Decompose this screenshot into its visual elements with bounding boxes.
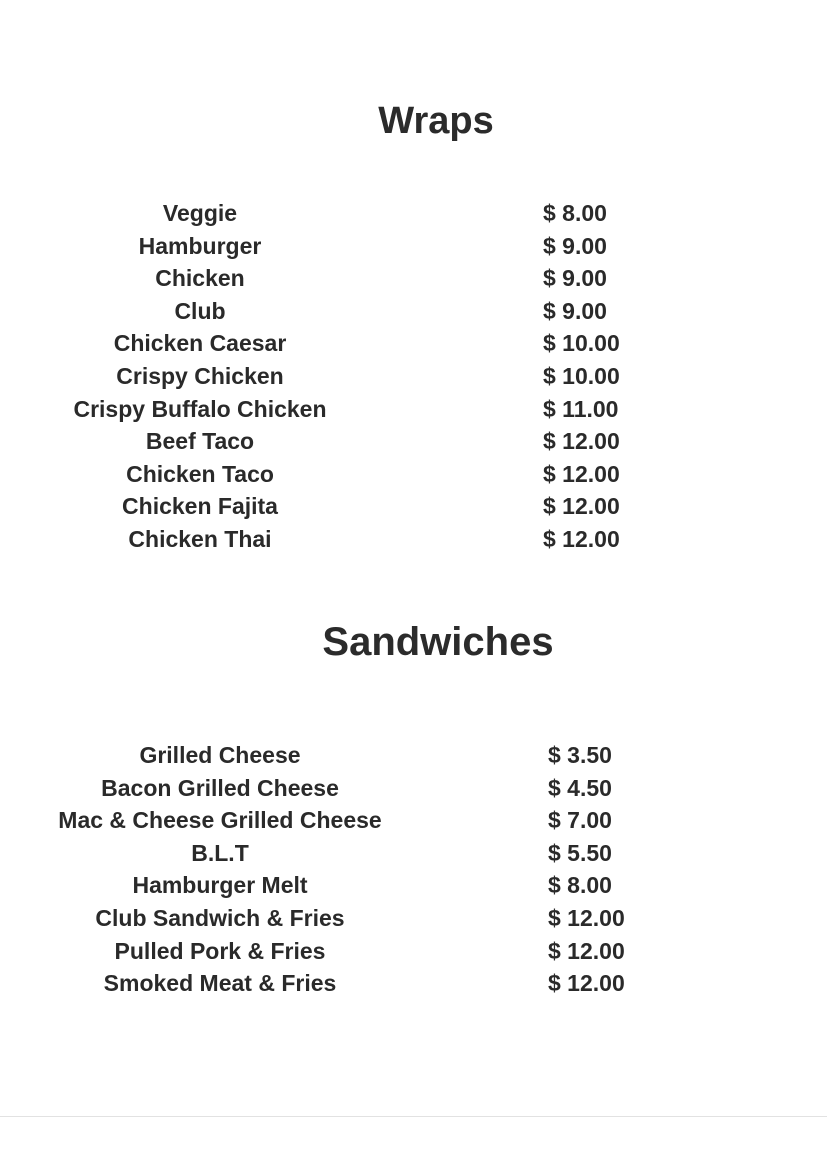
menu-item [0,739,827,772]
item-price: $ 5.50 [548,839,612,866]
item-name: Grilled Cheese [139,742,301,768]
menu-item [0,902,827,935]
menu-item [0,837,827,870]
item-price: $ 12.00 [548,904,625,931]
item-price: $ 8.00 [543,200,607,226]
menu-item [0,230,827,263]
item-price: $ 10.00 [543,330,620,357]
item-name: Chicken Caesar [113,330,287,357]
wraps-menu-list [0,197,827,556]
menu-item [0,935,827,968]
item-name: Mac & Cheese Grilled Cheese [58,807,382,834]
item-name: Smoked Meat & Fries [103,970,337,997]
item-price: $ 12.00 [543,493,620,520]
item-name: Club Sandwich & Fries [95,904,345,931]
item-name: Chicken Thai [128,525,272,552]
item-name: Beef Taco [145,428,255,455]
menu-item [0,523,827,556]
menu-item [0,967,827,1000]
menu-item [0,869,827,902]
menu-item [0,360,827,393]
item-price: $ 10.00 [543,362,620,389]
item-price: $ 12.00 [548,937,625,964]
page-divider [0,1116,827,1117]
menu-item [0,393,827,426]
item-price: $ 3.50 [548,742,612,768]
menu-item [0,458,827,491]
item-name: Crispy Chicken [116,362,284,389]
item-price: $ 4.50 [548,774,612,801]
item-name: Hamburger [138,232,262,259]
item-price: $ 11.00 [543,395,619,422]
menu-item [0,327,827,360]
item-name: Hamburger Melt [132,872,308,899]
item-price: $ 9.00 [543,232,607,259]
item-name: Crispy Buffalo Chicken [73,395,327,422]
sandwiches-section-title: Sandwiches [322,620,554,664]
item-name: Chicken Taco [126,460,274,487]
item-price: $ 12.00 [543,460,620,487]
wraps-section-title: Wraps [378,100,494,142]
item-price: $ 9.00 [543,265,607,292]
menu-item [0,262,827,295]
item-price: $ 12.00 [543,525,620,552]
item-price: $ 7.00 [548,807,612,834]
menu-item [0,425,827,458]
item-price: $ 8.00 [548,872,612,899]
menu-item [0,295,827,328]
menu-item [0,197,827,230]
menu-item [0,490,827,523]
item-price: $ 9.00 [543,297,607,324]
item-name: Pulled Pork & Fries [114,937,326,964]
sandwiches-menu-list [0,739,827,1000]
item-price: $ 12.00 [548,970,625,997]
menu-item [0,804,827,837]
item-name: Chicken Fajita [122,493,278,520]
menu-item [0,772,827,805]
item-name: Club [174,297,226,324]
item-name: Veggie [162,200,238,226]
item-price: $ 12.00 [543,428,620,455]
item-name: Chicken [155,265,245,292]
item-name: Bacon Grilled Cheese [101,774,339,801]
item-name: B.L.T [191,839,249,866]
